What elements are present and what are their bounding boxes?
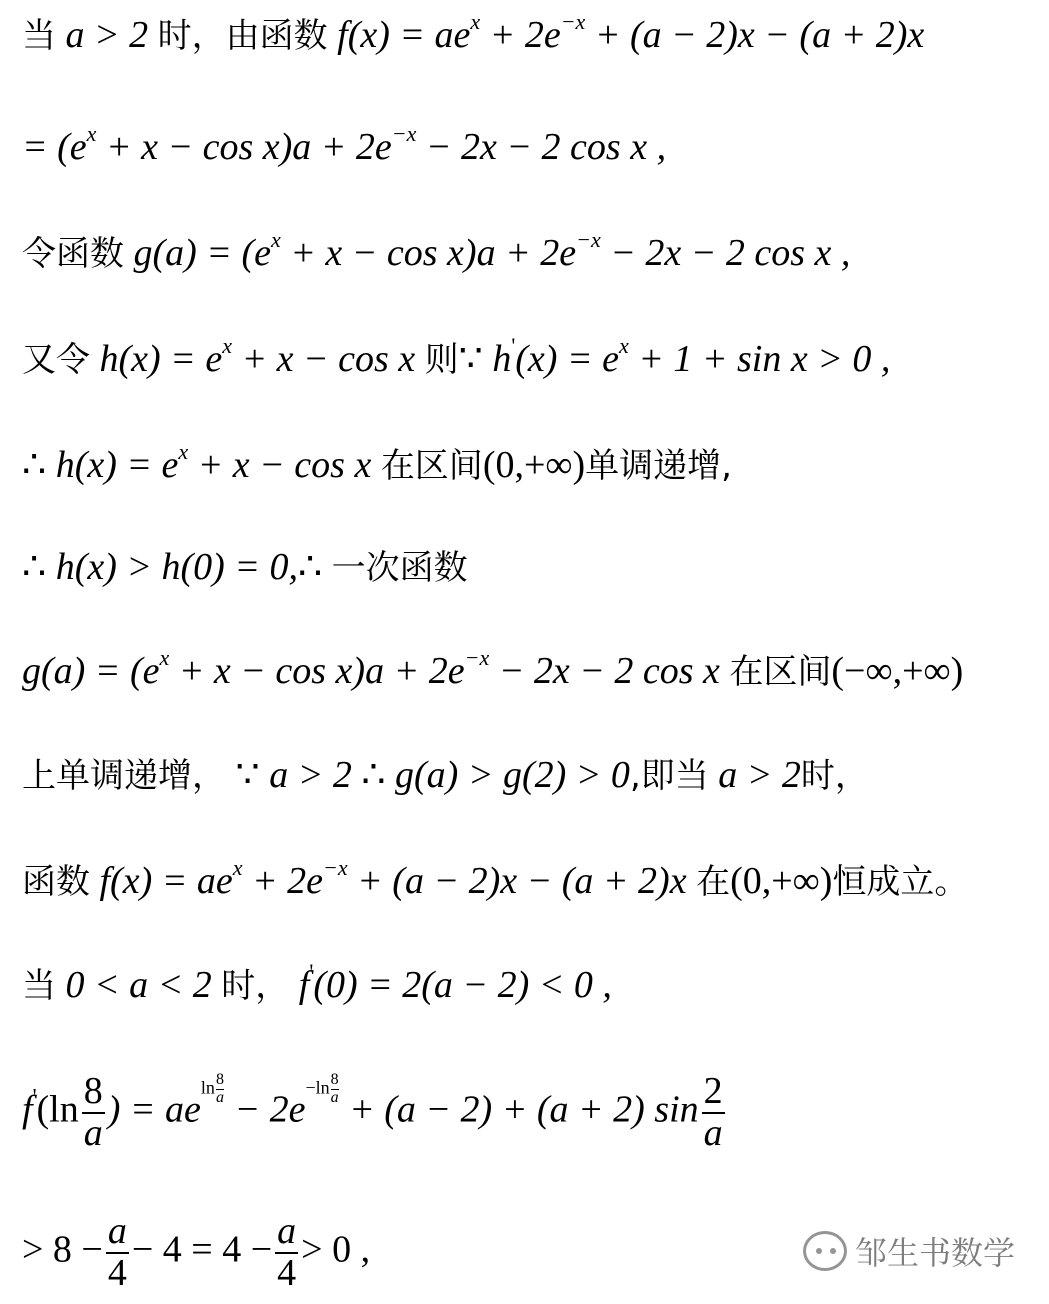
exponent — [201, 1072, 225, 1107]
equation-line-12 — [22, 1212, 370, 1294]
fraction-denominator: a — [330, 1088, 339, 1106]
exponent-fraction — [331, 1072, 339, 1107]
math-segment: + x − cos x — [231, 338, 416, 380]
math-segment: + x − cos x)a + 2e — [96, 126, 392, 168]
equation-line-4 — [22, 333, 891, 380]
superscript: x — [86, 121, 97, 146]
math-segment: (ln — [36, 1088, 79, 1131]
math-segment: > 0 , — [301, 1228, 371, 1271]
math-segment: = (e — [22, 126, 87, 168]
prime-mark: ' — [309, 959, 314, 984]
text-segment: 在区间 — [729, 652, 832, 692]
prime-mark: ' — [511, 333, 516, 358]
math-segment: f — [298, 964, 310, 1006]
fraction-numerator: 8 — [83, 1070, 103, 1112]
superscript: −x — [464, 645, 490, 670]
math-segment: − 2x − 2 cos x , — [600, 232, 851, 274]
fraction — [275, 1212, 298, 1294]
equation-line-10 — [22, 959, 612, 1006]
math-segment: a > 2 — [65, 14, 149, 56]
fraction — [106, 1212, 129, 1294]
fraction-numerator: a — [277, 1210, 297, 1252]
math-segment: (x) = e — [515, 338, 619, 380]
interval: (0,+∞) — [482, 444, 586, 486]
watermark-text: 邹生书数学 — [854, 1234, 1015, 1272]
superscript: x — [470, 9, 481, 34]
equation-line-7 — [22, 645, 964, 692]
fraction-numerator: 8 — [330, 1071, 339, 1089]
math-segment: + 2e — [242, 860, 324, 902]
fraction-numerator: a — [107, 1210, 127, 1252]
equation-line-9 — [22, 855, 969, 902]
wechat-icon — [803, 1231, 847, 1271]
prime-mark: ' — [32, 1083, 37, 1109]
math-segment: + x − cos x)a + 2e — [280, 232, 577, 274]
superscript: x — [232, 855, 243, 880]
superscript: x — [159, 645, 170, 670]
math-segment: + (a − 2) + (a + 2) sin — [339, 1088, 699, 1131]
math-segment: g(a) = (e — [22, 650, 160, 692]
fraction — [702, 1072, 725, 1154]
superscript: x — [222, 333, 232, 358]
superscript: −x — [560, 9, 586, 34]
fraction-denominator: 4 — [277, 1251, 297, 1294]
math-segment: g(a) > g(2) > 0 — [395, 754, 630, 796]
equation-line-11 — [22, 1072, 728, 1154]
text-segment: 上单调递增， — [22, 756, 226, 796]
text-segment: 则 — [424, 340, 459, 380]
fraction-denominator: a — [83, 1111, 103, 1154]
math-segment: − 2x − 2 cos x — [489, 650, 720, 692]
math-segment: > 8 − — [22, 1228, 103, 1271]
text-segment: ,即当 — [629, 756, 709, 796]
equation-line-3 — [22, 227, 851, 274]
superscript: −x — [576, 227, 601, 252]
math-segment: h(x) = e — [99, 338, 223, 380]
math-segment: − 4 = 4 − — [131, 1228, 273, 1271]
equation-line-8 — [22, 756, 869, 794]
fraction-denominator: a — [215, 1088, 224, 1106]
therefore-symbol: ∴ — [22, 444, 47, 486]
therefore-symbol: ∴ — [22, 546, 47, 588]
math-segment: f — [22, 1088, 33, 1131]
exponent-fraction — [216, 1072, 224, 1107]
superscript: x — [270, 227, 281, 252]
math-segment: a > 2 — [718, 754, 801, 796]
watermark — [803, 1228, 1015, 1274]
math-segment: + (a − 2)x − (a + 2)x — [347, 860, 687, 902]
math-segment: + x − cos x — [188, 444, 372, 486]
math-segment: − 2e — [224, 1088, 306, 1131]
text-segment: 令函数 — [22, 234, 124, 274]
superscript: −x — [323, 855, 348, 880]
math-segment: (0) = 2(a − 2) < 0 , — [313, 964, 612, 1006]
superscript: x — [618, 333, 629, 358]
equation-line-6 — [22, 548, 468, 586]
math-segment: + x − cos x)a + 2e — [169, 650, 465, 692]
exponent — [305, 1072, 339, 1107]
fraction-numerator: 8 — [215, 1071, 224, 1089]
math-segment: f(x) = ae — [99, 860, 233, 902]
math-segment: + 2e — [480, 14, 561, 56]
exponent-ln: ln — [200, 1077, 215, 1098]
equation-line-5 — [22, 439, 732, 486]
text-segment: 时， — [221, 966, 290, 1006]
superscript: x — [178, 439, 189, 464]
math-segment: + (a − 2)x − (a + 2)x — [585, 14, 925, 56]
text-segment: 又令 — [22, 340, 90, 380]
interval: (−∞,+∞) — [831, 650, 964, 692]
equation-line-1 — [22, 9, 925, 56]
text-segment: 函数 — [22, 862, 90, 902]
fraction — [82, 1072, 105, 1154]
fraction-denominator: 4 — [107, 1251, 127, 1294]
fraction-numerator: 2 — [703, 1070, 723, 1112]
fraction-denominator: a — [703, 1111, 723, 1154]
text-segment: 恒成立。 — [832, 862, 969, 902]
superscript: −x — [391, 121, 417, 146]
text-segment: 在区间 — [380, 446, 483, 486]
text-segment: 在 — [696, 862, 731, 902]
text-segment: 时， — [800, 756, 869, 796]
math-segment: h — [492, 338, 512, 380]
interval: (0,+∞) — [730, 860, 833, 902]
text-segment: 当 — [22, 966, 56, 1006]
therefore-symbol: ∴ — [297, 546, 323, 588]
math-segment: 0 < a < 2 — [65, 964, 212, 1006]
math-segment: a > 2 — [269, 754, 352, 796]
text-segment: 单调递增, — [585, 446, 732, 486]
math-segment: − 2x − 2 cos x , — [416, 126, 667, 168]
equation-line-2 — [22, 121, 667, 168]
text-segment: 当 — [22, 16, 56, 56]
because-symbol: ∵ — [235, 754, 260, 796]
math-segment: + 1 + sin x > 0 , — [628, 338, 891, 380]
math-segment: h(x) = e — [55, 444, 179, 486]
text-segment: 时，由函数 — [157, 16, 328, 56]
math-segment: ) = ae — [107, 1088, 201, 1131]
text-segment: 一次函数 — [331, 548, 468, 588]
math-segment: g(a) = (e — [133, 232, 271, 274]
exponent-ln: −ln — [305, 1077, 330, 1098]
because-symbol: ∵ — [458, 338, 483, 380]
math-segment: h(x) > h(0) = 0, — [55, 546, 298, 588]
math-segment: f(x) = ae — [337, 14, 471, 56]
therefore-symbol: ∴ — [361, 754, 386, 796]
